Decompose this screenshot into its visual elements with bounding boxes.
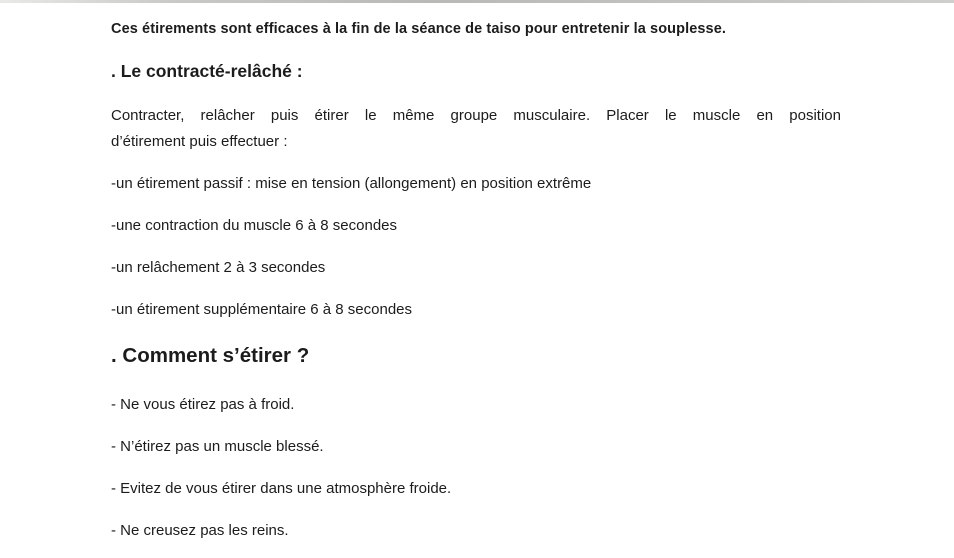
paragraph-line: Contracter, relâcher puis étirer le même groupe musculaire. Placer le muscle en position [111, 107, 841, 124]
bullet-item: -un relâchement 2 à 3 secondes [111, 259, 326, 276]
page-top-edge-line [0, 0, 954, 3]
bullet-item: -un étirement passif : mise en tension (allongement) en position extrême [111, 175, 592, 192]
bullet-item: - Evitez de vous étirer dans une atmosphère froide. [111, 480, 452, 497]
section-heading-comment-setirer: . Comment s’étirer ? [111, 344, 310, 367]
bullet-item: -un étirement supplémentaire 6 à 8 secondes [111, 301, 413, 318]
bullet-item: - Ne vous étirez pas à froid. [111, 396, 295, 413]
section-heading-contracte-relache: . Le contracté-relâché : [111, 61, 303, 81]
paragraph-line: d’étirement puis effectuer : [111, 133, 288, 150]
bullet-item: - Ne creusez pas les reins. [111, 522, 289, 539]
paragraph-contracte-relache [111, 103, 841, 155]
bullet-item: -une contraction du muscle 6 à 8 secondes [111, 217, 398, 234]
bullet-item: - N’étirez pas un muscle blessé. [111, 438, 324, 455]
intro-text: Ces étirements sont efficaces à la fin de la séance de taiso pour entretenir la souplesse. [111, 21, 727, 37]
